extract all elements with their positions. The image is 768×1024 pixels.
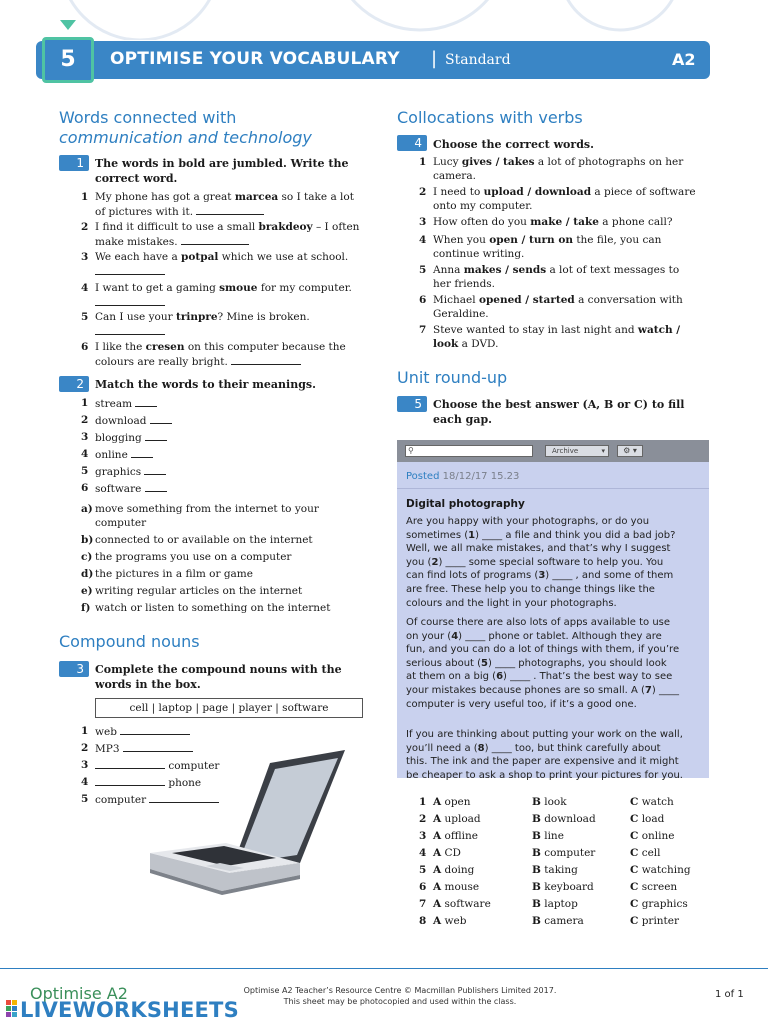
option-a[interactable]: A web — [433, 915, 467, 927]
item-text: I need to upload / download a piece of software onto my computer. — [433, 186, 696, 212]
item-number: 1 — [81, 397, 89, 409]
blog-line: you (2) ____ some special software to help you. You — [406, 556, 664, 568]
word-choice[interactable]: make / take — [530, 216, 599, 228]
blog-line: you’ll need a (8) ____ too, but think carefully about — [406, 742, 661, 754]
section-heading-words — [59, 108, 312, 148]
match-word: blogging — [95, 432, 142, 444]
item-text: How often do you make / take a phone call? — [433, 216, 673, 228]
blog-paragraph-1 — [406, 515, 706, 610]
item-number: 5 — [419, 264, 427, 276]
option-letter: A — [433, 864, 442, 876]
exercise-number: 2 — [59, 376, 89, 392]
item-number: 5 — [419, 864, 427, 876]
exercise-instruction: The words in bold are jumbled. Write the correct word. — [95, 157, 349, 185]
meaning-text: watch or listen to something on the internet — [95, 602, 331, 614]
meaning-text: computer — [95, 517, 147, 529]
option-letter: B — [532, 898, 541, 910]
answer-row — [419, 795, 709, 809]
option-letter: B — [532, 847, 541, 859]
blog-line: Of course there are also lots of apps available to use — [406, 617, 671, 628]
item-text — [95, 502, 319, 530]
blog-line: Well, we all make mistakes, and that’s why I suggest — [406, 543, 671, 555]
option-letter: C — [630, 796, 639, 808]
item-number: 2 — [81, 221, 89, 233]
item-number: 1 — [419, 156, 427, 168]
blog-line: fun, and you can do a lot of things with them, if you’re — [406, 644, 680, 656]
item-number: 1 — [81, 725, 89, 737]
unit-arrow-icon — [60, 20, 76, 30]
answer-blank[interactable] — [95, 324, 165, 335]
answer-row — [419, 812, 709, 826]
answer-blank[interactable] — [131, 447, 153, 458]
item-number: 2 — [419, 813, 427, 825]
word-choice[interactable]: makes / sends — [463, 264, 547, 276]
answer-blank[interactable] — [144, 464, 166, 475]
blog-line: computer is very useful too, if it’s a good one. — [406, 698, 637, 710]
option-c[interactable]: C online — [630, 830, 675, 842]
item-text: Can I use your trinpre? Mine is broken. — [95, 310, 365, 339]
footer-divider — [0, 968, 768, 969]
exercise-instruction: Match the words to their meanings. — [95, 378, 316, 391]
blog-line: colours and the light in your photographs. — [406, 597, 617, 609]
answer-row — [419, 829, 709, 843]
item-number: 6 — [81, 482, 89, 494]
item-text — [95, 601, 330, 615]
heading-line: Words connected with — [59, 108, 237, 127]
option-c[interactable]: C screen — [630, 881, 678, 893]
word-choice[interactable]: opened / started — [478, 294, 575, 306]
gap-number: 7 — [644, 684, 652, 696]
item-text — [95, 430, 167, 445]
item-text: When you open / turn on the file, you can continue writing. — [433, 234, 662, 260]
option-letter: A — [433, 898, 442, 910]
liveworksheets-logo-icon — [6, 1000, 18, 1018]
item-text: Michael opened / started a conversation with Geraldine. — [433, 294, 683, 320]
item-letter: f) — [81, 602, 91, 614]
item-text — [95, 724, 190, 739]
item-text — [95, 464, 166, 479]
exercise-number: 5 — [397, 396, 427, 412]
blog-line: your mistakes because phones are so small. A (7) ____ — [406, 684, 679, 696]
section-heading-collocations: Collocations with verbs — [397, 108, 583, 127]
decorative-header-arcs — [0, 0, 768, 40]
word-choice[interactable]: open / turn on — [489, 234, 573, 246]
option-letter: B — [532, 830, 541, 842]
item-text — [95, 567, 253, 581]
item-letter: c) — [81, 551, 93, 563]
item-text — [95, 481, 167, 496]
answer-blank[interactable] — [145, 481, 167, 492]
item-number: 6 — [419, 881, 427, 893]
copyright-line: Optimise A2 Teacher’s Resource Centre © Macmillan Publishers Limited 2017. — [243, 986, 557, 995]
answer-blank[interactable] — [95, 295, 165, 306]
item-letter: a) — [81, 503, 93, 515]
item-number: 4 — [81, 282, 89, 294]
word-choice[interactable]: watch / — [637, 324, 681, 336]
blog-line: be cheaper to ask a shop to print your pictures for you. — [406, 769, 683, 781]
option-b[interactable]: B line — [532, 830, 564, 842]
gap-number: 6 — [496, 671, 504, 683]
exercise-number: 1 — [59, 155, 89, 171]
item-number: 2 — [419, 186, 427, 198]
option-b[interactable]: B download — [532, 813, 596, 825]
answer-row — [419, 880, 709, 894]
item-number: 6 — [419, 294, 427, 306]
option-letter: B — [532, 881, 541, 893]
meaning-text: the programs you use on a computer — [95, 551, 292, 563]
match-word: download — [95, 415, 147, 427]
item-text: I want to get a gaming smoue for my computer. — [95, 281, 365, 310]
option-b[interactable]: B camera — [532, 915, 584, 927]
item-text — [95, 584, 302, 598]
jumbled-word: brakdeoy — [258, 221, 313, 233]
meaning-text: writing regular articles on the internet — [95, 585, 303, 597]
compound-part: web — [95, 726, 117, 738]
answer-row — [419, 897, 709, 911]
meaning-text: connected to or available on the internet — [95, 534, 313, 546]
word-choice[interactable]: gives / takes — [461, 156, 535, 168]
blog-line: at them on a big (6) ____ . That’s the best way to see — [406, 671, 673, 683]
meaning-text: the pictures in a film or game — [95, 568, 253, 580]
answer-blank[interactable] — [181, 234, 249, 245]
blog-search-input[interactable] — [405, 445, 533, 457]
item-number: 5 — [81, 311, 89, 323]
item-text: I like the cresen on this computer because the colours are really bright. — [95, 341, 346, 368]
option-letter: C — [630, 915, 639, 927]
option-letter: C — [630, 864, 639, 876]
option-letter: B — [532, 813, 541, 825]
item-number: 3 — [81, 251, 89, 263]
blog-paragraph-3 — [406, 728, 706, 782]
page-number: 1 of 1 — [715, 989, 744, 1000]
heading-italic-text: communication and technology — [59, 128, 312, 147]
option-a[interactable]: A CD — [433, 847, 461, 859]
item-number: 8 — [419, 915, 427, 927]
option-b[interactable]: B keyboard — [532, 881, 594, 893]
gap-number: 1 — [468, 529, 476, 541]
blog-paragraph-2 — [406, 616, 706, 711]
blog-line: Are you happy with your photographs, or do you — [406, 516, 650, 527]
copyright-line: This sheet may be photocopied and used within the class. — [283, 997, 517, 1006]
heading-line-italic — [59, 128, 312, 148]
item-number: 3 — [81, 431, 89, 443]
item-number: 4 — [81, 448, 89, 460]
option-letter: B — [532, 915, 541, 927]
blog-line: can find lots of programs (3) ____ , and some of them — [406, 570, 674, 582]
jumbled-word: smoue — [219, 282, 258, 294]
item-number: 6 — [81, 341, 89, 353]
answer-blank[interactable] — [135, 396, 157, 407]
footer-brand: Optimise A2 — [30, 984, 128, 1003]
meaning-text: move something from the internet to your — [95, 503, 319, 515]
posted-label: Posted — [406, 471, 440, 482]
option-b[interactable]: B taking — [532, 864, 578, 876]
worksheet-title: OPTIMISE YOUR VOCABULARY — [110, 49, 400, 69]
item-text — [95, 447, 153, 462]
exercise-instruction: Choose the best answer (A, B or C) to fill each gap. — [433, 398, 685, 426]
section-heading-roundup: Unit round-up — [397, 368, 508, 387]
item-text: We each have a potpal which we use at school. — [95, 250, 365, 279]
item-text: My phone has got a great marcea so I take a lot of pictures with it. — [95, 191, 354, 218]
option-letter: A — [433, 830, 442, 842]
jumbled-word: trinpre — [175, 311, 218, 323]
settings-dropdown[interactable] — [617, 445, 643, 457]
option-c[interactable]: C cell — [630, 847, 661, 859]
item-number: 5 — [81, 465, 89, 477]
item-number: 2 — [81, 742, 89, 754]
answer-row — [419, 863, 709, 877]
option-letter: C — [630, 847, 639, 859]
posted-date: 18/12/17 15.23 — [442, 471, 520, 482]
word-choice[interactable]: look — [433, 338, 459, 350]
laptop-illustration — [150, 745, 350, 895]
compound-part: phone — [168, 777, 202, 789]
blog-title: Digital photography — [406, 498, 525, 510]
option-letter: A — [433, 915, 442, 927]
archive-dropdown[interactable] — [545, 445, 609, 457]
option-letter: C — [630, 881, 639, 893]
option-a[interactable]: A software — [433, 898, 491, 910]
match-word: graphics — [95, 466, 142, 478]
compound-part: MP3 — [95, 743, 120, 755]
option-c[interactable]: C graphics — [630, 898, 688, 910]
option-b[interactable]: B look — [532, 796, 567, 808]
option-letter: B — [532, 796, 541, 808]
answer-blank[interactable] — [150, 413, 172, 424]
option-letter: C — [630, 813, 639, 825]
match-word: stream — [95, 398, 133, 410]
option-letter: A — [433, 847, 442, 859]
liveworksheets-wordmark[interactable]: LIVEWORKSHEETS — [20, 998, 239, 1022]
blog-line: this. The ink and the paper are expensive and it might — [406, 756, 679, 768]
option-c[interactable]: C printer — [630, 915, 680, 927]
gap-number: 5 — [481, 657, 488, 669]
option-letter: C — [630, 830, 639, 842]
gap-number: 4 — [451, 630, 459, 642]
answer-row — [419, 914, 709, 928]
blog-line: If you are thinking about putting your work on the wall, — [406, 729, 683, 740]
option-a[interactable]: A offline — [433, 830, 478, 842]
divider — [397, 488, 709, 489]
exercise-instruction: Complete the compound nouns with the words in the box. — [95, 663, 342, 691]
jumbled-word: marcea — [234, 191, 279, 203]
word-choice[interactable]: upload / download — [483, 186, 592, 198]
exercise-instruction: Choose the correct words. — [433, 138, 594, 151]
blog-line: on your (4) ____ phone or tablet. Although they are — [406, 630, 662, 642]
unit-number: 5 — [42, 37, 94, 83]
compound-part: computer — [95, 794, 147, 806]
answer-blank[interactable] — [231, 354, 301, 365]
item-text — [95, 550, 291, 564]
gap-number: 3 — [538, 570, 546, 582]
item-number: 3 — [419, 216, 427, 228]
item-number: 1 — [81, 191, 89, 203]
item-number: 3 — [81, 759, 89, 771]
option-c[interactable]: C watching — [630, 864, 691, 876]
option-letter: A — [433, 813, 442, 825]
item-number: 4 — [81, 776, 89, 788]
blog-line: are free. These help you to change things like the — [406, 583, 655, 595]
answer-blank[interactable] — [145, 430, 167, 441]
item-number: 7 — [419, 324, 427, 336]
blog-posted-line — [406, 471, 519, 482]
item-text: Steve wanted to stay in last night and watch / look a DVD. — [433, 324, 681, 350]
item-text: Anna makes / sends a lot of text messages to her friends. — [433, 264, 680, 290]
answer-row — [419, 846, 709, 860]
item-number: 4 — [419, 847, 427, 859]
item-text — [95, 533, 313, 547]
jumbled-word: cresen — [145, 341, 185, 353]
section-heading-compound: Compound nouns — [59, 632, 200, 651]
gear-icon: ⚙ ▾ — [623, 446, 637, 455]
blog-post-panel — [397, 440, 709, 781]
option-a[interactable]: A mouse — [433, 881, 480, 893]
gap-number: 8 — [477, 742, 485, 754]
item-text: Lucy gives / takes a lot of photographs on her camera. — [433, 156, 684, 182]
item-number: 2 — [81, 414, 89, 426]
item-text — [95, 413, 172, 428]
option-c[interactable]: C watch — [630, 796, 674, 808]
exercise-number: 3 — [59, 661, 89, 677]
option-letter: A — [433, 796, 442, 808]
gap-number: 2 — [431, 556, 439, 568]
option-letter: A — [433, 881, 442, 893]
option-c[interactable]: C load — [630, 813, 665, 825]
chevron-down-icon: ▾ — [601, 447, 605, 455]
blog-line: sometimes (1) ____ a file and think you did a bad job? — [406, 529, 676, 541]
item-number: 4 — [419, 234, 427, 246]
item-number: 3 — [419, 830, 427, 842]
compound-part: computer — [168, 760, 220, 772]
answer-blank[interactable] — [196, 204, 264, 215]
item-letter: d) — [81, 568, 94, 580]
option-letter: C — [630, 898, 639, 910]
item-number: 7 — [419, 898, 427, 910]
worksheet-level: Standard — [445, 52, 511, 68]
option-a[interactable]: A doing — [433, 864, 475, 876]
item-letter: b) — [81, 534, 94, 546]
search-icon: ⚲ — [408, 446, 414, 455]
item-number: 5 — [81, 793, 89, 805]
copyright-notice — [230, 985, 570, 1007]
item-letter: e) — [81, 585, 93, 597]
match-word: software — [95, 483, 142, 495]
option-a[interactable]: A upload — [433, 813, 481, 825]
item-text: I find it difficult to use a small brakdeoy – I often make mistakes. — [95, 221, 360, 248]
jumbled-word: potpal — [181, 251, 219, 263]
option-b[interactable]: B laptop — [532, 898, 578, 910]
exercise-number: 4 — [397, 135, 427, 151]
option-letter: B — [532, 864, 541, 876]
title-separator: | — [431, 48, 438, 69]
item-text — [95, 396, 157, 411]
archive-label: Archive — [552, 447, 579, 455]
cefr-level: A2 — [672, 50, 696, 69]
word-box: cell | laptop | page | player | software — [95, 698, 363, 718]
option-a[interactable]: A open — [433, 796, 471, 808]
option-b[interactable]: B computer — [532, 847, 596, 859]
answer-blank[interactable] — [120, 724, 190, 735]
match-word: online — [95, 449, 128, 461]
blog-toolbar — [397, 440, 709, 462]
blog-line: serious about (5) ____ photographs, you should look — [406, 657, 667, 669]
item-number: 1 — [419, 796, 427, 808]
answer-blank[interactable] — [95, 264, 165, 275]
